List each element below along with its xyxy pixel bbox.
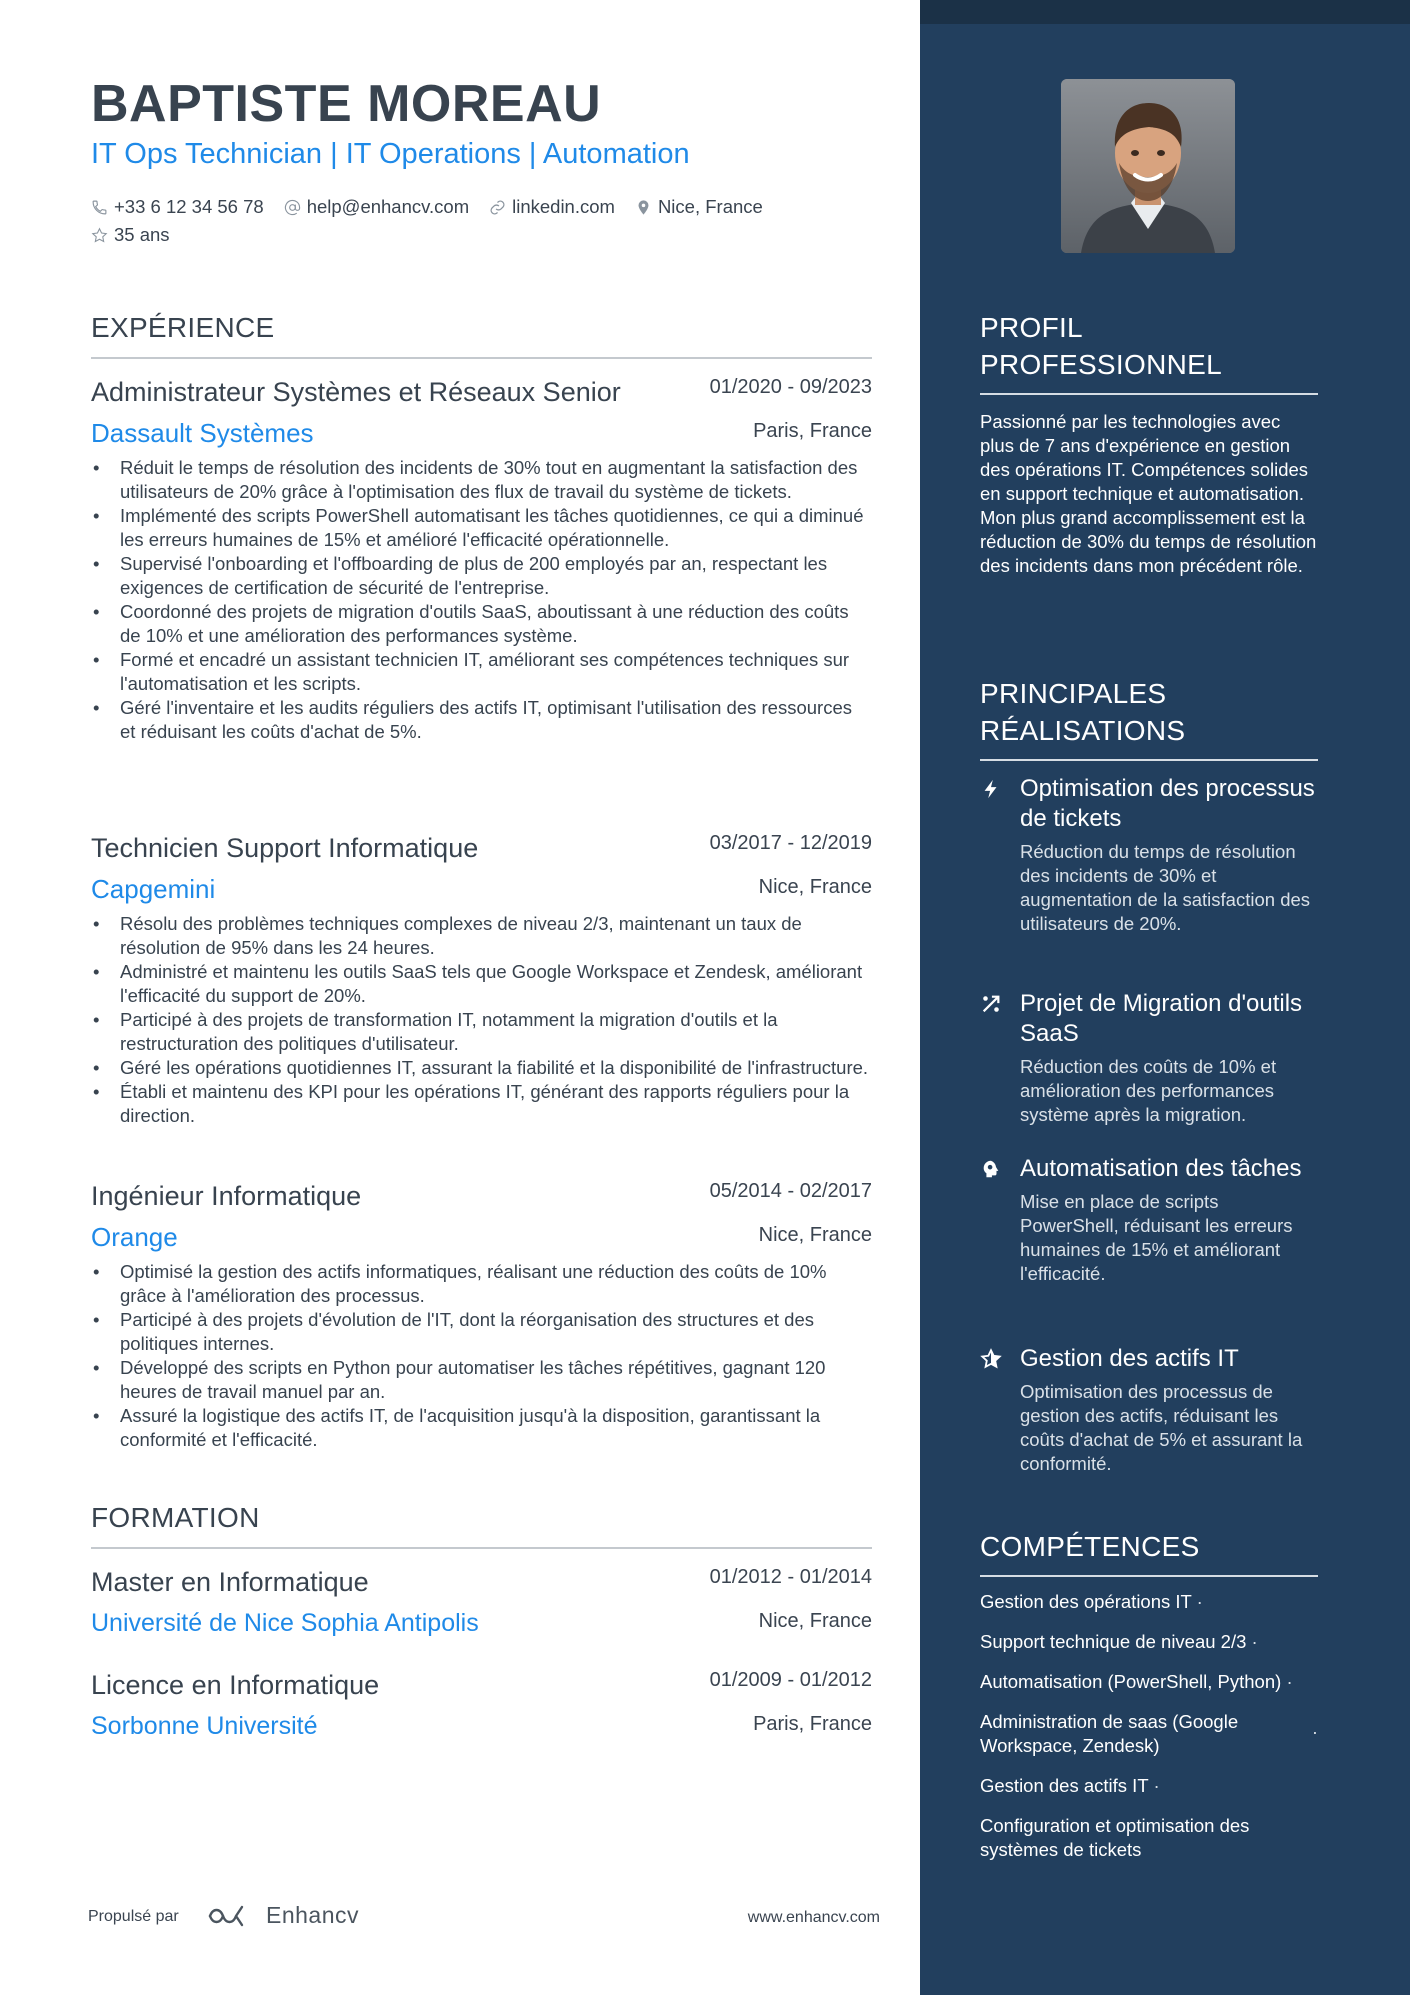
- education-divider: [91, 1547, 872, 1549]
- sidebar-top-band: [920, 0, 1410, 24]
- skills-list: [980, 1590, 1320, 1878]
- achievement-item: [980, 1344, 1320, 1476]
- school-name[interactable]: Sorbonne Université: [91, 1712, 318, 1740]
- job-dates: 01/2020 - 09/2023: [709, 376, 872, 398]
- contact-email[interactable]: [284, 196, 469, 218]
- contact-phone[interactable]: [91, 196, 264, 218]
- achievement-description: Réduction du temps de résolution des incidents de 30% et augmentation de la satisfaction des utilisateurs de 20%.: [1020, 841, 1311, 934]
- avatar: [1061, 79, 1235, 253]
- profile-photo: [1061, 79, 1235, 253]
- achievement-title: Optimisation des processus de tickets: [1020, 775, 1315, 832]
- skill-label: Gestion des opérations IT: [980, 1591, 1192, 1612]
- job-bullet: • Participé à des projets d'évolution de l'IT, dont la réorganisation des structures et des politiques internes.: [91, 1308, 872, 1356]
- skill-item: [980, 1590, 1320, 1614]
- powered-by-label: Propulsé par: [88, 1908, 179, 1925]
- job-dates: 05/2014 - 02/2017: [709, 1180, 872, 1202]
- migration-icon: [980, 993, 1002, 1015]
- achievement-title: Projet de Migration d'outils SaaS: [1020, 990, 1303, 1047]
- job-location: Nice, France: [758, 876, 872, 898]
- enhancv-logo[interactable]: [206, 1902, 359, 1929]
- website-link[interactable]: www.enhancv.com: [747, 1909, 880, 1926]
- job-bullet: • Supervisé l'onboarding et l'offboarding de plus de 200 employés par an, respectant les exigences de certification de sécurité de l'entreprise.: [91, 552, 872, 600]
- education-section-title: FORMATION: [91, 1502, 260, 1533]
- job-bullet: • Réduit le temps de résolution des incidents de 30% tout en augmentant la satisfaction des utilisateurs de 20% grâce à l'optimisation des flux de travail du système de tickets.: [91, 456, 872, 504]
- achievements-divider: [980, 759, 1318, 761]
- separator-dot: ·: [1286, 1671, 1293, 1692]
- achievement-item: [980, 774, 1320, 936]
- job-bullets: [91, 456, 872, 744]
- achievement-description: Optimisation des processus de gestion des actifs, réduisant les coûts d'achat de 5% et assurant la conformité.: [1020, 1381, 1303, 1474]
- separator-dot: ·: [1311, 1721, 1318, 1742]
- profile-divider: [980, 393, 1318, 395]
- profile-summary: Passionné par les technologies avec plus de 7 ans d'expérience en gestion des opérations IT. Compétences solides en support technique et automatisation. Mon plus grand accomplissement est la réduction de 30% du temps de résolution des incidents dans mon précédent rôle.: [980, 411, 1317, 576]
- footer: [88, 1898, 880, 1938]
- achievement-item: [980, 989, 1320, 1127]
- contact-info: [91, 193, 891, 249]
- contact-linkedin[interactable]: [489, 196, 615, 218]
- achievement-title: Gestion des actifs IT: [1020, 1345, 1239, 1372]
- separator-dot: ·: [1153, 1775, 1160, 1796]
- separator-dot: ·: [1251, 1631, 1258, 1652]
- job-title: Technicien Support Informatique: [91, 833, 479, 863]
- skill-item: [980, 1710, 1320, 1758]
- job-bullets: [91, 1260, 872, 1452]
- separator-dot: ·: [1196, 1591, 1203, 1612]
- job-entry: [91, 374, 872, 744]
- job-dates: 03/2017 - 12/2019: [709, 832, 872, 854]
- job-bullet: • Administré et maintenu les outils SaaS tels que Google Workspace et Zendesk, améliorant l'efficacité du support de 20%.: [91, 960, 872, 1008]
- skills-section-title: COMPÉTENCES: [980, 1531, 1200, 1562]
- job-bullet: • Résolu des problèmes techniques complexes de niveau 2/3, maintenant un taux de résolution de 95% dans les 24 heures.: [91, 912, 872, 960]
- degree-dates: 01/2009 - 01/2012: [709, 1669, 872, 1691]
- education-entry: [91, 1564, 872, 1644]
- skill-item: [980, 1814, 1320, 1862]
- job-title: Administrateur Systèmes et Réseaux Senior: [91, 377, 621, 407]
- star-icon: [980, 1348, 1002, 1370]
- job-bullets: [91, 912, 872, 1128]
- skill-label: Administration de saas (Google Workspace, Zendesk): [980, 1711, 1239, 1756]
- degree-title: Licence en Informatique: [91, 1670, 380, 1700]
- school-location: Nice, France: [758, 1610, 872, 1632]
- job-bullet: • Participé à des projets de transformation IT, notamment la migration d'outils et la restructuration des politiques d'utilisateur.: [91, 1008, 872, 1056]
- job-title: Ingénieur Informatique: [91, 1181, 362, 1211]
- job-entry: [91, 1178, 872, 1452]
- job-bullet: • Géré l'inventaire et les audits réguliers des actifs IT, optimisant l'utilisation des ressources et réduisant les coûts d'achat de 5%.: [91, 696, 872, 744]
- profile-section-title: PROFIL PROFESSIONNEL: [980, 312, 1222, 380]
- phone-icon: [91, 199, 108, 216]
- job-bullet: • Établi et maintenu des KPI pour les opérations IT, générant des rapports réguliers pour la direction.: [91, 1080, 872, 1128]
- school-name[interactable]: Université de Nice Sophia Antipolis: [91, 1609, 479, 1637]
- achievement-title: Automatisation des tâches: [1020, 1155, 1302, 1182]
- candidate-name: BAPTISTE MOREAU: [91, 75, 602, 133]
- achievement-description: Réduction des coûts de 10% et amélioration des performances système après la migration.: [1020, 1056, 1277, 1125]
- degree-dates: 01/2012 - 01/2014: [709, 1566, 872, 1588]
- brain-icon: [980, 1158, 1002, 1180]
- location-pin-icon: [635, 199, 652, 216]
- skill-label: Configuration et optimisation des systèmes de tickets: [980, 1815, 1250, 1860]
- at-icon: [284, 199, 301, 216]
- contact-location: [635, 196, 763, 218]
- job-bullet: • Développé des scripts en Python pour automatiser les tâches répétitives, gagnant 120 heures de travail manuel par an.: [91, 1356, 872, 1404]
- job-company[interactable]: Dassault Systèmes: [91, 418, 314, 448]
- star-outline-icon: [91, 227, 108, 244]
- skill-label: Support technique de niveau 2/3: [980, 1631, 1247, 1652]
- email-text: help@enhancv.com: [306, 196, 470, 217]
- job-bullet: • Coordonné des projets de migration d'outils SaaS, aboutissant à une réduction des coûts de 10% et une amélioration des performances système.: [91, 600, 872, 648]
- candidate-headline: IT Ops Technician | IT Operations | Automation: [91, 138, 690, 170]
- location-text: Nice, France: [657, 196, 763, 217]
- linkedin-text: linkedin.com: [512, 196, 615, 217]
- skill-item: [980, 1774, 1320, 1798]
- school-location: Paris, France: [753, 1713, 872, 1735]
- experience-divider: [91, 357, 872, 359]
- job-location: Nice, France: [758, 1224, 872, 1246]
- achievement-item: [980, 1154, 1320, 1286]
- lightning-icon: [980, 778, 1002, 800]
- skill-label: Gestion des actifs IT: [980, 1775, 1149, 1796]
- job-bullet: • Implémenté des scripts PowerShell automatisant les tâches quotidiennes, ce qui a diminué les erreurs humaines de 15% et amélioré l'efficacité opérationnelle.: [91, 504, 872, 552]
- degree-title: Master en Informatique: [91, 1567, 369, 1597]
- job-entry: [91, 830, 872, 1128]
- job-bullet: • Assuré la logistique des actifs IT, de l'acquisition jusqu'à la disposition, garantissant la conformité et l'efficacité.: [91, 1404, 872, 1452]
- experience-section-title: EXPÉRIENCE: [91, 312, 275, 343]
- education-entry: [91, 1667, 872, 1747]
- job-company[interactable]: Capgemini: [91, 874, 216, 904]
- skill-label: Automatisation (PowerShell, Python): [980, 1671, 1282, 1692]
- job-bullet: • Formé et encadré un assistant technicien IT, améliorant ses compétences techniques sur l'automatisation et les scripts.: [91, 648, 872, 696]
- contact-age: [91, 224, 170, 246]
- job-company[interactable]: Orange: [91, 1222, 178, 1252]
- skill-item: [980, 1630, 1320, 1654]
- skills-divider: [980, 1575, 1318, 1577]
- job-bullet: • Géré les opérations quotidiennes IT, assurant la fiabilité et la disponibilité de l'infrastructure.: [91, 1056, 872, 1080]
- age-text: 35 ans: [114, 224, 170, 245]
- job-location: Paris, France: [753, 420, 872, 442]
- enhancv-logo-icon: [206, 1903, 252, 1929]
- phone-text: +33 6 12 34 56 78: [114, 196, 264, 217]
- job-bullet: • Optimisé la gestion des actifs informatiques, réalisant une réduction des coûts de 10% grâce à l'amélioration des processus.: [91, 1260, 872, 1308]
- link-icon: [489, 199, 506, 216]
- skill-item: [980, 1670, 1320, 1694]
- enhancv-brand: Enhancv: [266, 1902, 360, 1928]
- achievements-section-title: PRINCIPALES RÉALISATIONS: [980, 678, 1186, 746]
- achievement-description: Mise en place de scripts PowerShell, réduisant les erreurs humaines de 15% et améliorant l'efficacité.: [1020, 1191, 1293, 1284]
